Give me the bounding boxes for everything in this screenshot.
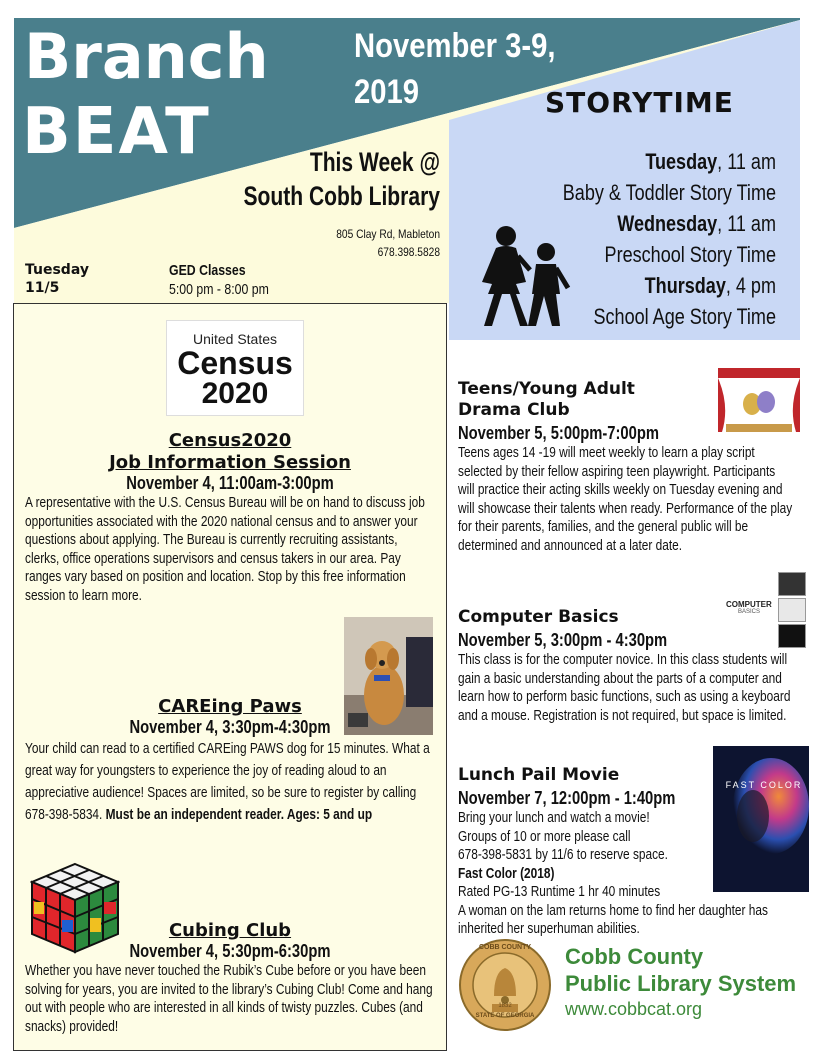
library-system-name-line-1: Cobb County: [565, 944, 704, 969]
movie-title: Lunch Pail Movie: [458, 765, 620, 785]
tuesday-day: Tuesday: [25, 262, 89, 278]
movie-line-1: Bring your lunch and watch a movie!: [458, 810, 650, 826]
tuesday-date: 11/5: [25, 280, 60, 296]
census-logo-line-1: United States: [192, 331, 278, 347]
movie-synopsis: A woman on the lam returns home to find her daughter has inherited her superhuman abilities.: [458, 902, 768, 937]
this-week-line-1: This Week @: [309, 147, 440, 177]
seal-top-text: COBB COUNTY: [478, 944, 532, 951]
drama-date: November 5, 5:00pm-7:00pm: [458, 423, 659, 443]
cubing-club-title: Cubing Club: [168, 920, 292, 941]
computer-basics-title: Computer Basics: [458, 607, 619, 627]
ged-title: GED Classes: [169, 262, 246, 279]
ged-time: 5:00 pm - 8:00 pm: [169, 281, 269, 298]
this-week-line-2: South Cobb Library: [243, 181, 440, 211]
tuesday-label: [25, 261, 89, 297]
drama-body: Teens ages 14 -19 will meet weekly to learn a play script selected by their fellow aspiring teen playwright. Participants will practice their acting skills weekly on Tuesday evening and will showcase their talents when ready. Performance of the play for their parents, families, and the general public will be determined and announced at a later date.: [458, 445, 793, 554]
careing-paws-body-text: Your child can read to a certified CAREing PAWS dog for 15 minutes. What a great way for youngsters to experience the joy of reading aloud to an appreciative audience! Spaces are limited, so be sure to register by calling 678-398-5834.: [25, 741, 430, 823]
careing-paws-date: November 4, 3:30pm-4:30pm: [129, 717, 331, 737]
cubing-club-body: Whether you have never touched the Rubik’s Cube before or you have been solving for years, you are invited to the library’s Cubing Club! Come and hang out with people who are interested in all kinds of twisty puzzles. Cubes (and snacks) provided!: [25, 963, 433, 1035]
computer-basics-date: November 5, 3:00pm - 4:30pm: [458, 630, 668, 650]
movie-date: November 7, 12:00pm - 1:40pm: [458, 788, 676, 808]
careing-paws-body: [25, 738, 435, 826]
ged-info: [169, 261, 333, 299]
brand-line-2: BEAT: [22, 95, 211, 169]
storytime-time-1: , 11 am: [717, 149, 776, 174]
movie-line-2: Groups of 10 or more please call: [458, 828, 631, 845]
children-walking-icon: [468, 222, 578, 330]
theater-stage-icon: [716, 366, 802, 438]
storytime-day-3: Thursday: [644, 273, 726, 298]
brand-line-1: Branch: [24, 20, 269, 93]
seal-bottom-text: STATE OF GEORGIA: [475, 1013, 535, 1019]
computer-logo-tile-1: [778, 572, 806, 596]
movie-rating: Rated PG-13 Runtime 1 hr 40 minutes: [458, 884, 661, 900]
storytime-item-2-name: Preschool Story Time: [604, 242, 776, 267]
census-title-line-2: Job Information Session: [109, 452, 351, 473]
storytime-time-3: , 4 pm: [725, 273, 776, 298]
careing-paws-title: CAREing Paws: [158, 696, 302, 717]
census-2020-logo: [166, 320, 304, 416]
cubing-club-date: November 4, 5:30pm-6:30pm: [129, 941, 331, 961]
census-title-line-1: Census2020: [168, 430, 292, 451]
storytime-title: STORYTIME: [545, 86, 734, 119]
seal-year: 1832: [498, 1003, 512, 1009]
computer-basics-logo: [726, 572, 804, 648]
movie-film-title: Fast Color (2018): [458, 865, 555, 882]
drama-title-line-2: Drama Club: [458, 400, 570, 420]
computer-logo-tile-2: [778, 598, 806, 622]
computer-logo-tile-3: [778, 624, 806, 648]
address-line-1: 805 Clay Rd, Mableton: [336, 227, 440, 241]
computer-logo-line-2: BASICS: [738, 609, 761, 615]
library-website: www.cobbcat.org: [565, 999, 703, 1019]
computer-logo-line-1: COMPUTER: [726, 600, 772, 609]
storytime-item-3-name: School Age Story Time: [593, 304, 776, 329]
date-heading-line-1: November 3-9,: [354, 27, 556, 65]
address-line-2: 678.398.5828: [377, 245, 440, 259]
careing-paws-requirement: Must be an independent reader. Ages: 5 and up: [105, 807, 373, 823]
date-heading-line-2: 2019: [354, 73, 420, 111]
computer-basics-body: This class is for the computer novice. In this class students will gain a basic understanding about the parts of a computer and learn how to perform basic functions, such as using a keyboard and a mouse. Registration is not required, but space is limited.: [458, 652, 791, 724]
storytime-day-1: Tuesday: [645, 149, 718, 174]
poster-title: FAST COLOR: [725, 780, 803, 790]
storytime-item-1-name: Baby & Toddler Story Time: [562, 180, 776, 205]
storytime-day-2: Wednesday: [617, 211, 718, 236]
library-system-name-line-2: Public Library System: [565, 971, 797, 996]
census-logo-line-3: 2020: [201, 377, 269, 410]
fast-color-poster: [713, 746, 809, 892]
census-body: A representative with the U.S. Census Bureau will be on hand to discuss job opportunities associated with the 2020 national census and to answer your questions about applying. The Bureau is currently recruiting assistants, clerks, office operations supervisors and census takers in our area. Pay ranges vary based on position and location. Stop by this free information session to learn more.: [25, 495, 425, 604]
census-date: November 4, 11:00am-3:00pm: [126, 473, 334, 493]
drama-title-line-1: Teens/Young Adult: [458, 379, 635, 399]
storytime-time-2: , 11 am: [717, 211, 776, 236]
storytime-item-1-when: [505, 146, 776, 177]
census-logo-line-2: Census: [177, 345, 293, 381]
movie-line-3: 678-398-5831 by 11/6 to reserve space.: [458, 847, 668, 863]
